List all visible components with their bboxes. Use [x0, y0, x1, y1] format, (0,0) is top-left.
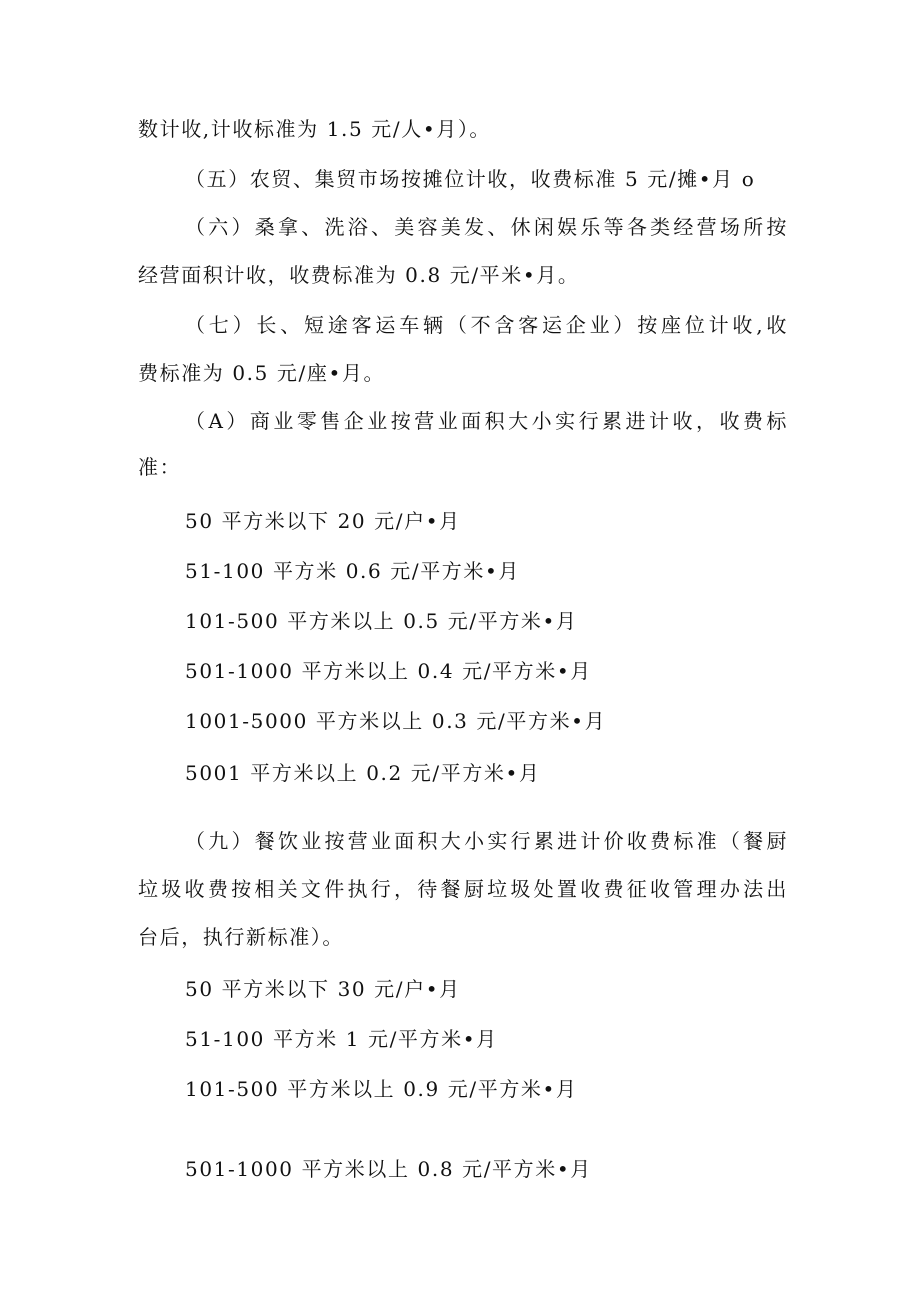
text-line-item-6-cont: 经营面积计收，收费标准为 0.8 元/平米•月。 — [138, 263, 580, 287]
tier-line-retail-5: 1001-5000 平方米以上 0.3 元/平方米•月 — [185, 709, 607, 733]
tier-line-retail-2: 51-100 平方米 0.6 元/平方米•月 — [185, 559, 520, 583]
tier-line-catering-1: 50 平方米以下 30 元/户•月 — [185, 977, 461, 1001]
text-line-item-9: （九）餐饮业按营业面积大小实行累进计价收费标准（餐厨 — [185, 829, 788, 853]
tier-line-retail-4: 501-1000 平方米以上 0.4 元/平方米•月 — [185, 659, 592, 683]
text-line-item-7-cont: 费标准为 0.5 元/座•月。 — [138, 361, 386, 385]
text-line-item-5: （五）农贸、集贸市场按摊位计收，收费标准 5 元/摊•月 o — [185, 167, 756, 191]
tier-line-retail-6: 5001 平方米以上 0.2 元/平方米•月 — [185, 761, 541, 785]
tier-line-catering-2: 51-100 平方米 1 元/平方米•月 — [185, 1027, 498, 1051]
text-line-item-6: （六）桑拿、洗浴、美容美发、休闲娱乐等各类经营场所按 — [185, 215, 788, 239]
tier-line-catering-4: 501-1000 平方米以上 0.8 元/平方米•月 — [185, 1157, 592, 1181]
text-line-continuation: 数计收,计收标准为 1.5 元/人•月）。 — [138, 117, 492, 141]
text-line-item-8-cont: 准： — [138, 455, 182, 479]
text-line-item-8: （A）商业零售企业按营业面积大小实行累进计收，收费标 — [185, 409, 788, 433]
tier-line-catering-3: 101-500 平方米以上 0.9 元/平方米•月 — [185, 1077, 578, 1101]
tier-line-retail-3: 101-500 平方米以上 0.5 元/平方米•月 — [185, 609, 578, 633]
tier-line-retail-1: 50 平方米以下 20 元/户•月 — [185, 509, 461, 533]
text-line-item-7: （七）长、短途客运车辆（不含客运企业）按座位计收,收 — [185, 313, 788, 337]
text-line-item-9-cont-2: 台后，执行新标准）。 — [138, 925, 344, 949]
text-line-item-9-cont-1: 垃圾收费按相关文件执行，待餐厨垃圾处置收费征收管理办法出 — [138, 877, 788, 901]
